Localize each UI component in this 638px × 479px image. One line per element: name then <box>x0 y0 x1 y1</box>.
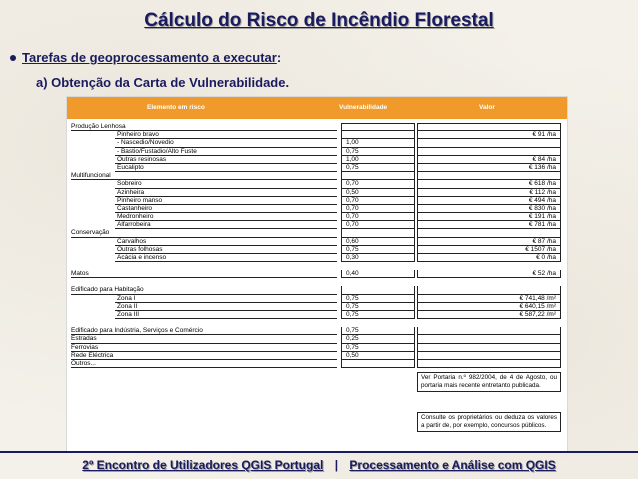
table-header <box>67 97 567 119</box>
row-value: € 494 /ha <box>417 197 561 205</box>
row-vulnerability: 0,50 <box>341 352 415 360</box>
table-row <box>67 205 567 213</box>
row-vulnerability: 0,75 <box>341 327 415 335</box>
row-vulnerability: 0,70 <box>341 205 415 213</box>
row-value <box>417 172 561 180</box>
row-element: Rede Eléctrica <box>71 351 114 359</box>
bullet-item <box>10 50 281 65</box>
row-underline <box>115 318 337 319</box>
footer-divider <box>0 451 638 453</box>
row-value: € 0 /ha <box>417 254 561 262</box>
row-element: - Bastio/Fustadio/Alto Fuste <box>117 147 197 155</box>
row-vulnerability: 0,70 <box>341 197 415 205</box>
row-element: Ferrovias <box>71 343 99 351</box>
table-row <box>67 360 567 368</box>
table-row <box>67 311 567 319</box>
row-value <box>417 139 561 147</box>
row-gap <box>67 319 567 327</box>
row-value: € 91 /ha <box>417 131 561 139</box>
row-vulnerability: 0,75 <box>341 344 415 352</box>
row-element: - Nascedio/Novedio <box>117 139 174 147</box>
row-value: € 830 /ha <box>417 205 561 213</box>
row-vulnerability <box>341 123 415 131</box>
table-body <box>67 123 567 368</box>
row-value: € 618 /ha <box>417 180 561 188</box>
table-row <box>67 197 567 205</box>
table-row <box>67 270 567 278</box>
row-underline <box>115 261 337 262</box>
table-row <box>67 172 567 180</box>
table-row <box>67 139 567 147</box>
header-element: Elemento em risco <box>147 104 205 111</box>
row-value <box>417 148 561 156</box>
row-vulnerability: 0,70 <box>341 221 415 229</box>
row-value: € 84 /ha <box>417 156 561 164</box>
header-value: Valor <box>479 104 495 111</box>
row-value <box>417 123 561 131</box>
row-gap <box>67 278 567 286</box>
table-row <box>67 352 567 360</box>
bullet-suffix: : <box>276 50 282 65</box>
row-element: Eucalipto <box>117 163 144 171</box>
row-category: Conservação <box>71 229 110 237</box>
table-row <box>67 189 567 197</box>
footer-topic: Processamento e Análise com QGIS <box>349 458 556 472</box>
row-value: € 781 /ha <box>417 221 561 229</box>
row-vulnerability: 0,75 <box>341 295 415 303</box>
row-value: € 52 /ha <box>417 270 561 278</box>
row-value <box>417 286 561 294</box>
row-vulnerability: 0,70 <box>341 213 415 221</box>
table-row <box>67 303 567 311</box>
row-vulnerability <box>341 172 415 180</box>
row-value <box>417 327 561 335</box>
row-vulnerability: 0,60 <box>341 238 415 246</box>
table-row <box>67 148 567 156</box>
row-element: Alfarrobeira <box>117 221 151 229</box>
row-vulnerability: 1,00 <box>341 139 415 147</box>
table-row <box>67 246 567 254</box>
table-row <box>67 295 567 303</box>
table-row <box>67 164 567 172</box>
row-element: Edificado para Indústria, Serviços e Comércio <box>71 327 203 335</box>
row-value <box>417 335 561 343</box>
table-row <box>67 238 567 246</box>
row-element: Zona II <box>117 302 138 310</box>
row-vulnerability <box>341 131 415 139</box>
table-row <box>67 131 567 139</box>
row-element: Azinheira <box>117 188 145 196</box>
row-vulnerability: 0,70 <box>341 180 415 188</box>
row-element: Castanheiro <box>117 204 153 212</box>
vulnerability-table <box>66 96 568 452</box>
row-value: € 587,22 /m² <box>417 311 561 319</box>
slide-title: Cálculo do Risco de Incêndio Florestal <box>144 10 494 31</box>
row-value: € 741,48 /m² <box>417 295 561 303</box>
row-category: Produção Lenhosa <box>71 123 126 130</box>
row-vulnerability: 1,00 <box>341 156 415 164</box>
table-row <box>67 327 567 335</box>
bullet-text: Tarefas de geoprocessamento a executar <box>22 50 277 65</box>
row-vulnerability: 0,30 <box>341 254 415 262</box>
row-element: Zona I <box>117 294 136 302</box>
row-element: Sobreiro <box>117 180 142 188</box>
row-element: Outros... <box>71 359 96 367</box>
table-row <box>67 123 567 131</box>
table-row <box>67 213 567 221</box>
row-value: € 1507 /ha <box>417 246 561 254</box>
row-vulnerability <box>341 360 415 368</box>
row-vulnerability: 0,75 <box>341 148 415 156</box>
row-element: Carvalhos <box>117 237 147 245</box>
row-vulnerability: 0,75 <box>341 246 415 254</box>
table-row <box>67 344 567 352</box>
table-row <box>67 156 567 164</box>
row-vulnerability: 0,75 <box>341 311 415 319</box>
row-value: € 87 /ha <box>417 238 561 246</box>
row-value: € 640,15 /m² <box>417 303 561 311</box>
row-element: Outras resinosas <box>117 155 167 163</box>
row-value <box>417 360 561 368</box>
row-value: € 112 /ha <box>417 189 561 197</box>
row-category: Multifuncional <box>71 172 111 180</box>
row-element: Matos <box>71 270 89 278</box>
table-row <box>67 180 567 188</box>
table-row <box>67 286 567 294</box>
footer-separator: | <box>334 458 339 472</box>
footer-event: 2º Encontro de Utilizadores QGIS Portugal <box>82 458 324 472</box>
bullet-dot-icon <box>10 55 16 61</box>
row-element: Zona III <box>117 310 140 318</box>
row-underline <box>71 367 337 368</box>
row-element: Outras folhosas <box>117 245 163 253</box>
row-element: Pinheiro bravo <box>117 131 159 139</box>
row-vulnerability: 0,40 <box>341 270 415 278</box>
row-value <box>417 344 561 352</box>
row-gap <box>67 262 567 270</box>
row-element: Pinheiro manso <box>117 196 163 204</box>
row-element: Medronheiro <box>117 213 154 221</box>
footer <box>0 458 638 472</box>
row-vulnerability: 0,25 <box>341 335 415 343</box>
sub-item: a) Obtenção da Carta de Vulnerabilidade. <box>36 75 290 90</box>
row-vulnerability: 0,50 <box>341 189 415 197</box>
row-value <box>417 352 561 360</box>
table-row <box>67 229 567 237</box>
row-value <box>417 229 561 237</box>
note-consult: Consulte os proprietários ou deduza os valores a partir de, por exemplo, concursos públicos. <box>417 412 561 432</box>
row-vulnerability <box>341 286 415 294</box>
table-row <box>67 221 567 229</box>
table-row <box>67 335 567 343</box>
row-value: € 191 /ha <box>417 213 561 221</box>
table-row <box>67 254 567 262</box>
row-vulnerability <box>341 229 415 237</box>
row-vulnerability: 0,75 <box>341 164 415 172</box>
row-element: Estradas <box>71 335 97 343</box>
row-underline <box>71 277 337 278</box>
note-portaria: Ver Portaria n.º 982/2004, de 4 de Agosto, ou portaria mais recente entretanto publicada. <box>417 372 561 392</box>
row-category: Edificado para Habitação <box>71 286 144 294</box>
row-value: € 136 /ha <box>417 164 561 172</box>
row-element: Acácia e incenso <box>117 254 167 261</box>
row-vulnerability: 0,75 <box>341 303 415 311</box>
header-vulnerability: Vulnerabilidade <box>339 104 388 111</box>
